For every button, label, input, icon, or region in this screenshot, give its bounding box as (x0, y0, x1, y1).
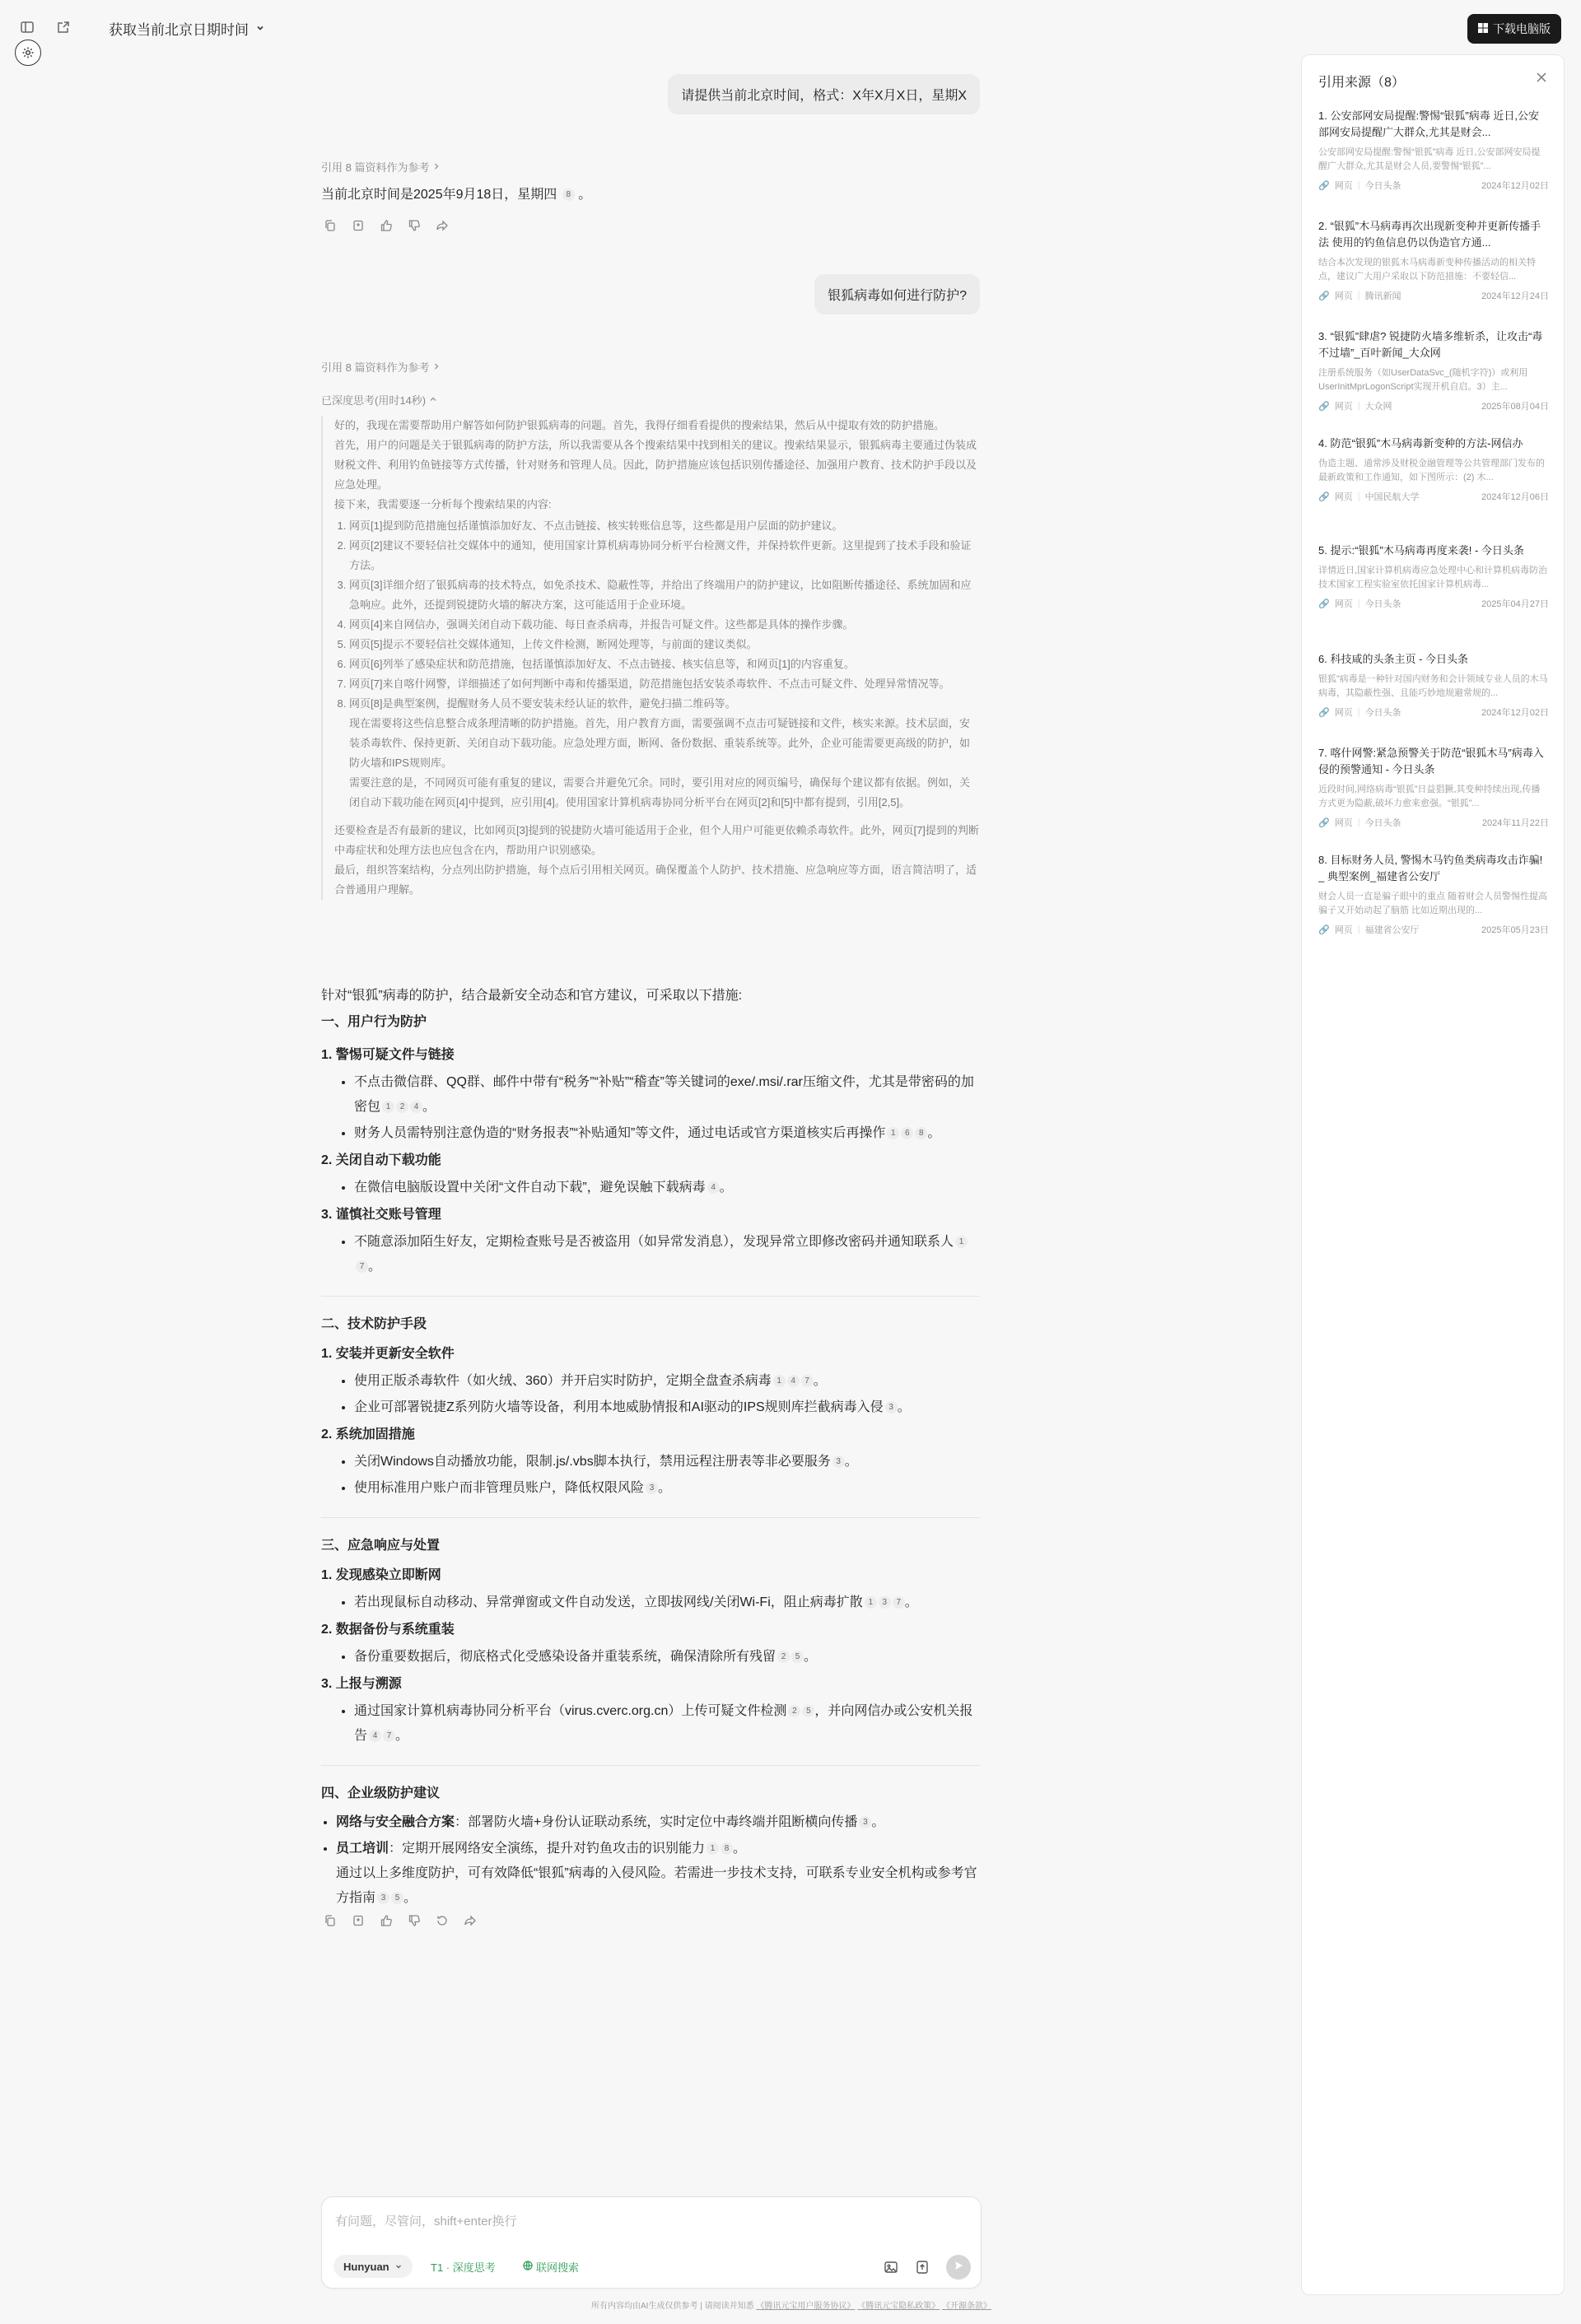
answer-bullet: • 若出现鼠标自动移动、异常弹窗或文件自动发送，立即拔网线/关闭Wi-Fi，阻止病毒扩散 1 3 7 。 (354, 1590, 980, 1615)
reference-meta: 🔗 网页 | 大众网 2025年08月04日 (1318, 401, 1549, 412)
citation-badge[interactable]: 3 (377, 1892, 389, 1904)
citation-badge[interactable]: 1 (707, 1842, 719, 1855)
link-icon: 🔗 (1318, 924, 1330, 935)
deep-think-toggle[interactable] (424, 2255, 502, 2278)
think-list-item: 5. 网页[5]提示不要轻信社交媒体通知，上传文件检测，断网处理等，与前面的建议类似。 (349, 635, 980, 654)
reference-meta: 🔗 网页 | 腾讯新闻 2024年12月24日 (1318, 291, 1549, 301)
link-icon: 🔗 (1318, 817, 1330, 828)
reference-item[interactable] (1318, 745, 1549, 829)
model-selector[interactable] (333, 2255, 413, 2278)
reference-snippet: 银狐”病毒是一种针对国内财务和会计领域专业人员的木马病毒，其隐蔽性强、且能巧妙地规避常规的... (1318, 674, 1548, 698)
footer-disclaimer: 所有内容均由AI生成仅供参考 | 请阅读并知悉 《腾讯元宝用户服务协议》 《腾讯元宝隐私政策》 《开源条款》 (591, 2302, 991, 2311)
answer-bullet: • 不随意添加陌生好友，定期检查账号是否被盗用（如异常发消息），发现异常立即修改密码并通知联系人 17 。 (354, 1230, 980, 1279)
new-chat-icon[interactable] (53, 16, 74, 38)
think-paragraph: 现在需要将这些信息整合成条理清晰的防护措施。首先，用户教育方面，需要强调不点击可疑链接和文件，核实来源。技术层面，安装杀毒软件、保持更新、关闭自动下载功能。应急处理方面，断网、备份数据、重装系统等。此外，企业可能需要更高级的防护，如防火墙和IPS规则库。 (349, 717, 971, 769)
reference-item[interactable] (1318, 435, 1549, 503)
reference-snippet: 财会人员一直是骗子眼中的重点 随着财会人员警惕性提高 骗子又开始动起了脑筋 比如近期出现的... (1318, 892, 1548, 915)
reference-snippet: 详情近日,国家计算机病毒应急处理中心和计算机病毒防治技术国家工程实验室依托国家计算机病毒... (1318, 566, 1548, 589)
citation-badge[interactable]: 8 (562, 189, 575, 201)
thumbs-down-icon[interactable] (407, 218, 422, 233)
citation-badge[interactable]: 3 (879, 1596, 891, 1609)
references-panel (1301, 54, 1565, 2295)
section-heading: 二、技术防护手段 (321, 1317, 427, 1331)
deep-thinking-label: 已深度思考(用时14秒) (321, 394, 427, 407)
windows-icon (1478, 22, 1488, 35)
sidebar-toggle-icon[interactable] (16, 16, 38, 38)
answer-bullet: • 企业可部署锐捷Z系列防火墙等设备，利用本地威胁情报和AI驱动的IPS规则库拦截病毒入侵 3 。 (354, 1395, 980, 1420)
web-search-toggle[interactable] (516, 2255, 585, 2278)
deep-thinking-block (321, 392, 980, 900)
chevron-right-icon (432, 161, 441, 173)
footer-link-privacy[interactable]: 《腾讯元宝隐私政策》 (857, 2302, 940, 2311)
subsection-heading: 3. 谨慎社交账号管理 (321, 1208, 441, 1222)
user-message-text: 请提供当前北京时间，格式：X年X月X日，星期X (681, 89, 967, 103)
thumbs-up-icon[interactable] (379, 1913, 394, 1928)
citation-badge[interactable]: 4 (369, 1730, 381, 1742)
citation-badge[interactable]: 7 (893, 1596, 905, 1609)
answer-bullet: • 在微信电脑版设置中关闭“文件自动下载”，避免误触下载病毒 4 。 (354, 1176, 980, 1200)
link-icon: 🔗 (1318, 707, 1330, 718)
settings-gear-icon[interactable] (15, 40, 41, 66)
bookmark-icon[interactable] (351, 218, 366, 233)
citation-badge[interactable]: 4 (787, 1375, 800, 1387)
reference-title: 2. “银狐”木马病毒再次出现新变种并更新传播手法 使用的钓鱼信息仍以伪造官方通... (1318, 220, 1541, 249)
citation-badge[interactable]: 4 (707, 1181, 720, 1194)
think-list-item: 3. 网页[3]详细介绍了银狐病毒的技术特点，如免杀技术、隐蔽性等，并给出了终端用户的防护建议，比如阻断传播途径、系统加固和应急响应。此外，还提到锐捷防火墙的解决方案，这可能适用于企业环境。 (349, 575, 980, 615)
chevron-up-icon (429, 394, 437, 406)
think-paragraph: 还要检查是否有最新的建议，比如网页[3]提到的锐捷防火墙可能适用于企业，但个人用户可能更依赖杀毒软件。此外，网页[7]提到的判断中毒症状和处理方法也应包含在内，帮助用户识别感染。 (334, 824, 979, 856)
assistant-answer: 当前北京时间是2025年9月18日，星期四 8 。 (321, 188, 592, 202)
reference-item[interactable] (1318, 108, 1549, 192)
link-icon: 🔗 (1318, 401, 1330, 412)
chat-title-dropdown[interactable] (109, 18, 265, 39)
section-heading: 一、用户行为防护 (321, 1015, 427, 1029)
globe-icon (523, 2261, 533, 2273)
section-divider (321, 1765, 980, 1766)
think-list-item: 4. 网页[4]来自网信办，强调关闭自动下载功能、每日查杀病毒，并报告可疑文件。这些都是具体的操作步骤。 (349, 615, 980, 635)
think-paragraph: 接下来，我需要逐一分析每个搜索结果的内容: (334, 498, 552, 510)
citation-badge[interactable]: 1 (887, 1127, 899, 1139)
references-link[interactable] (321, 159, 441, 175)
citation-badge[interactable]: 5 (391, 1892, 403, 1904)
citation-badge[interactable]: 2 (777, 1651, 790, 1663)
copy-icon[interactable] (323, 1913, 338, 1928)
citation-badge[interactable]: 3 (832, 1455, 845, 1468)
references-link[interactable] (321, 359, 441, 375)
reference-title: 7. 喀什网警:紧急预警关于防范“银狐木马”病毒入侵的预警通知 - 今日头条 (1318, 747, 1544, 775)
chevron-down-icon (255, 21, 265, 37)
subsection-heading: 2. 数据备份与系统重装 (321, 1623, 455, 1637)
citation-badge[interactable]: 1 (865, 1596, 877, 1609)
reference-snippet: 结合本次发现的银狐木马病毒新变种传播活动的相关特点，建议广大用户采取以下防范措施：不要轻信... (1318, 258, 1536, 282)
download-label: 下载电脑版 (1493, 22, 1551, 35)
citation-badge[interactable]: 3 (646, 1482, 658, 1494)
reference-title: 3. “银狐”肆虐? 锐捷防火墙多维斩杀，让攻击“毒不过墙”_百叶新闻_大众网 (1318, 330, 1543, 359)
link-icon: 🔗 (1318, 291, 1330, 301)
think-paragraph: 首先，用户的问题是关于银狐病毒的防护方法，所以我需要从各个搜索结果中找到相关的建议。搜索结果显示，银狐病毒主要通过伪装成财税文件、利用钓鱼链接等方式传播，针对财务和管理人员。因此，防护措施应该包括识别传播途径、加强用户教育、技术防护手段以及应急处理。 (334, 439, 977, 491)
subsection-heading: 2. 关闭自动下载功能 (321, 1153, 441, 1167)
citation-badge[interactable]: 3 (885, 1401, 898, 1413)
citation-badge[interactable]: 5 (802, 1705, 814, 1717)
send-button[interactable] (946, 2255, 971, 2280)
section-divider (321, 1517, 980, 1518)
citation-badge[interactable]: 4 (410, 1101, 422, 1113)
reference-meta: 🔗 网页 | 今日头条 2024年12月02日 (1318, 180, 1549, 191)
think-list-item: 7. 网页[7]来自喀什网警，详细描述了如何判断中毒和传播渠道，防范措施包括安装杀毒软件、不点击可疑文件、处理异常情况等。 (349, 674, 980, 694)
citation-badge[interactable]: 5 (791, 1651, 804, 1663)
footer-link-opensource[interactable]: 《开源条款》 (941, 2302, 991, 2311)
think-list-item: 1. 网页[1]提到防范措施包括谨慎添加好友、不点击链接、核实转账信息等，这些都是用户层面的防护建议。 (349, 516, 980, 536)
citation-badge[interactable]: 7 (356, 1260, 368, 1273)
reference-item[interactable] (1318, 543, 1549, 610)
bookmark-icon[interactable] (351, 1913, 366, 1928)
subsection-heading: 2. 系统加固措施 (321, 1427, 415, 1441)
answer-actions (323, 218, 450, 233)
think-paragraph: 好的，我现在需要帮助用户解答如何防护银狐病毒的问题。首先，我得仔细看看提供的搜索结果，然后从中提取有效的防护措施。 (334, 419, 945, 431)
citation-badge[interactable]: 8 (915, 1127, 927, 1139)
deep-thinking-content (321, 416, 980, 900)
chevron-down-icon (394, 2261, 403, 2273)
user-message-text: 银狐病毒如何进行防护? (828, 289, 967, 303)
subsection-heading: 1. 安装并更新安全软件 (321, 1347, 455, 1361)
reference-item[interactable] (1318, 852, 1549, 936)
message-input[interactable]: 有问题，尽管问，shift+enter换行 (335, 2215, 517, 2229)
citation-badge[interactable]: 7 (801, 1375, 814, 1387)
subsection-heading: 3. 上报与溯源 (321, 1677, 402, 1691)
answer-bullet: • 员工培训：定期开展网络安全演练，提升对钓鱼攻击的识别能力 1 8 。 通过以上多维度防护，可有效降低“银狐”病毒的入侵风险。若需进一步技术支持，可联系专业安全机构或参考官方指南 3 5 。 (336, 1837, 980, 1911)
answer-bullet: • 使用正版杀毒软件（如火绒、360）并开启实时防护，定期全盘查杀病毒 1 4 7 。 (354, 1369, 980, 1394)
deep-thinking-toggle[interactable] (321, 392, 980, 408)
thumbs-up-icon[interactable] (379, 218, 394, 233)
citation-badge[interactable]: 3 (859, 1816, 871, 1828)
close-icon[interactable] (1536, 70, 1547, 87)
references-label: 引用 8 篇资料作为参考 (321, 161, 430, 174)
citation-badge[interactable]: 1 (382, 1101, 394, 1113)
reference-title: 8. 目标财务人员, 警惕木马钓鱼类病毒攻击诈骗! _ 典型案例_福建省公安厅 (1318, 854, 1543, 883)
share-icon[interactable] (435, 218, 450, 233)
reference-title: 4. 防范“银狐”木马病毒新变种的方法-网信办 (1318, 437, 1523, 449)
citation-badge[interactable]: 8 (721, 1842, 733, 1855)
think-paragraph: 最后，组织答案结构，分点列出防护措施，每个点后引用相关网页。确保覆盖个人防护、技术措施、应急响应等方面，语言简洁明了，适合普通用户理解。 (334, 864, 977, 896)
reference-title: 5. 提示:“银狐”木马病毒再度来袭! - 今日头条 (1318, 544, 1524, 557)
reference-snippet: 公安部网安局提醒:警惕“银狐”病毒 近日,公安部网安局提醒广大群众,尤其是财会人员,要警惕“银狐”... (1318, 147, 1541, 171)
citation-badge[interactable]: 7 (383, 1730, 395, 1742)
file-upload-icon[interactable] (912, 2256, 933, 2278)
answer-bullet: • 备份重要数据后，彻底格式化受感染设备并重装系统，确保清除所有残留 2 5 。 (354, 1645, 980, 1670)
subsection-heading: 1. 警惕可疑文件与链接 (321, 1048, 455, 1062)
think-list-item: 8. 网页[8]是典型案例，提醒财务人员不要安装未经认证的软件，避免扫描二维码等。 现在需要将这些信息整合成条理清晰的防护措施。首先，用户教育方面，需要强调不点击可疑链接和文件，核实来源。技术层面，安装杀毒软件、保持更新、关闭自动下载功能。应急处理方面，断网、备份数据、重装系统等。此外，企业可能需要更高级的防护，如防火墙和IPS规则库。 需要注意的是，不同网页可能有重复的建议，需要合并避免冗余。同时，要引用对应的网页编号，确保每个建议都有依据。例如，关闭自动下载功能在网页[4]中提到，应引用[4]。使用国家计算机病毒协同分析平台在网页[2]和[5]中都有提到，引用[2,5]。 (349, 694, 980, 813)
answer-intro: 针对“银狐”病毒的防护，结合最新安全动态和官方建议，可采取以下措施: (321, 989, 743, 1003)
answer-bullet: • 关闭Windows自动播放功能，限制.js/.vbs脚本执行，禁用远程注册表等非必要服务 3 。 (354, 1450, 980, 1474)
answer-bullet: • 不点击微信群、QQ群、邮件中带有“税务”“补贴”“稽查”等关键词的exe/.msi/.rar压缩文件，尤其是带密码的加密包 1 2 4 。 (354, 1070, 980, 1120)
user-message (814, 274, 980, 314)
thumbs-down-icon[interactable] (407, 1913, 422, 1928)
citation-badge[interactable]: 6 (901, 1127, 913, 1139)
answer-bullet: • 通过国家计算机病毒协同分析平台（virus.cverc.org.cn）上传可疑文件检测 2 5 ，并向网信办或公安机关报告 4 7 。 (354, 1699, 980, 1749)
think-list-item: 6. 网页[6]列举了感染症状和防范措施，包括谨慎添加好友、不点击链接、核实信息等，和网页[1]的内容重复。 (349, 654, 980, 674)
deep-think-label: T1 · 深度思考 (431, 2261, 496, 2274)
reference-snippet: 伪造主题、通常涉及财税金融管理等公共管理部门发布的最新政策和工作通知，如下图所示：(2) 木... (1318, 459, 1545, 482)
reference-snippet: 注册系统服务（如UserDataSvc_(随机字符)）或利用UserInitMprLogonScript实现开机自启。3）主... (1318, 368, 1528, 392)
chevron-right-icon (432, 361, 441, 373)
footer-link-terms[interactable]: 《腾讯元宝用户服务协议》 (756, 2302, 856, 2311)
reference-title: 1. 公安部网安局提醒:警惕“银狐”病毒 近日,公安部网安局提醒广大群众,尤其是财会... (1318, 109, 1539, 138)
link-icon: 🔗 (1318, 491, 1330, 502)
send-arrow-icon (953, 2260, 964, 2275)
citation-badge[interactable]: 2 (788, 1705, 800, 1717)
reference-item[interactable] (1318, 218, 1549, 302)
reference-meta: 🔗 网页 | 今日头条 2024年11月22日 (1318, 817, 1549, 828)
link-icon: 🔗 (1318, 598, 1330, 609)
link-icon: 🔗 (1318, 180, 1330, 191)
image-upload-icon[interactable] (880, 2256, 902, 2278)
answer-bullet: • 网络与安全融合方案：部署防火墙+身份认证联动系统，实时定位中毒终端并阻断横向传播 3 。 (336, 1810, 980, 1835)
download-desktop-button[interactable] (1467, 14, 1561, 44)
user-message (668, 74, 980, 114)
citation-badge[interactable]: 1 (773, 1375, 786, 1387)
share-icon[interactable] (463, 1913, 478, 1928)
reference-item[interactable] (1318, 328, 1549, 412)
model-name: Hunyuan (343, 2260, 389, 2273)
reference-meta: 🔗 网页 | 今日头条 2024年12月02日 (1318, 707, 1549, 718)
think-paragraph: 需要注意的是，不同网页可能有重复的建议，需要合并避免冗余。同时，要引用对应的网页编号，确保每个建议都有依据。例如，关闭自动下载功能在网页[4]中提到，应引用[4]。使用国家计算机病毒协同分析平台在网页[2]和[5]中都有提到，引用[2,5]。 (349, 776, 971, 808)
think-list (334, 516, 980, 813)
web-search-label: 联网搜索 (536, 2261, 580, 2274)
regenerate-icon[interactable] (435, 1913, 450, 1928)
answer-actions (323, 1913, 478, 1928)
assistant-answer-text: 当前北京时间是2025年9月18日，星期四 (321, 188, 557, 202)
reference-title: 6. 科技咸的头条主页 - 今日头条 (1318, 653, 1469, 665)
think-list-item: 2. 网页[2]建议不要轻信社交媒体中的通知，使用国家计算机病毒协同分析平台检测文件，并保持软件更新。这里提到了技术手段和验证方法。 (349, 536, 980, 575)
reference-meta: 🔗 网页 | 福建省公安厅 2025年05月23日 (1318, 924, 1549, 935)
citation-badge[interactable]: 1 (955, 1236, 968, 1248)
references-label: 引用 8 篇资料作为参考 (321, 361, 430, 374)
reference-item[interactable] (1318, 651, 1549, 719)
citation-badge[interactable]: 2 (396, 1101, 408, 1113)
section-divider (321, 1296, 980, 1297)
section-heading: 四、企业级防护建议 (321, 1786, 441, 1800)
subsection-heading: 1. 发现感染立即断网 (321, 1568, 441, 1582)
assistant-answer (321, 983, 980, 1912)
reference-snippet: 近段时间,网络病毒“银狐”日益猖獗,其变种持续出现,传播方式更为隐蔽,破坏力愈来愈强。“银狐”... (1318, 785, 1541, 808)
references-panel-title: 引用来源（8） (1318, 76, 1405, 90)
copy-icon[interactable] (323, 218, 338, 233)
message-composer (321, 2196, 982, 2289)
answer-bullet: • 财务人员需特别注意伪造的“财务报表”“补贴通知”等文件，通过电话或官方渠道核实后再操作 1 6 8 。 (354, 1121, 980, 1146)
reference-meta: 🔗 网页 | 中国民航大学 2024年12月06日 (1318, 491, 1549, 502)
chat-title: 获取当前北京日期时间 (109, 22, 249, 38)
reference-meta: 🔗 网页 | 今日头条 2025年04月27日 (1318, 598, 1549, 609)
section-heading: 三、应急响应与处置 (321, 1539, 441, 1553)
answer-outro: 通过以上多维度防护，可有效降低“银狐”病毒的入侵风险。若需进一步技术支持，可联系专业安全机构或参考官方指南 3 5 。 (336, 1866, 977, 1905)
answer-bullet: • 使用标准用户账户而非管理员账户，降低权限风险 3 。 (354, 1476, 980, 1501)
